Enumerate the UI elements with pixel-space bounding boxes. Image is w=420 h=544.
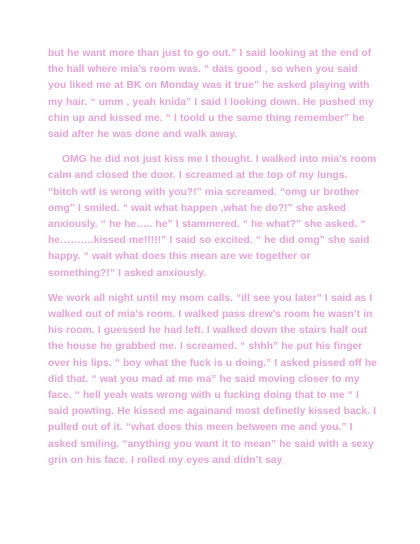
paragraph-2: OMG he did not just kiss me I thought. I walked into mia’s room calm and closed the door. I screamed at the top of my lungs. “bitch wtf is wrong with you?!” mia screamed. “omg ur brother omg” I smiled. “ wait what happen ,what he do?!” she asked anxiously. “ he he….. he” I stammered. “ he what?” she asked. “ he……….kissed me!!!!!” I said so excited. “ he did omg” she said happy. “ wait what does this mean are we together or something?!” I asked anxiously.: [48, 154, 380, 279]
paragraph-3: We work all night until my mom calls. “ill see you later” I said as I walked out of mia’s room. I walked pass drew’s room he wasn’t in his room. I guessed he had left. I walked down the stairs half out the house he grabbed me. I screamed. “ shhh” he put his finger over his lips. “ boy what the fuck is u doing.” I asked pissed off he did that. “ wat you mad at me ma” he said moving closer to my face. “ hell yeah wats wrong with u fucking doing that to me “ I said powting. He kissed me againand most definetly kissed back. I pulled out of it. “what does this meen between me and you.” I asked smiling. “anything you want it to mean” he said with a sexy grin on his face. I rolled my eyes and didn’t say: [48, 292, 381, 466]
story-text: [48, 46, 381, 478]
paragraph-1: but he want more than just to go out.” I said looking at the end of the hall where mia’s room was. “ dats good , so when you said you liked me at BK on Monday was it true” he asked playing with my hair. “ umm , yeah knida” I said I looking down. He pushed my chin up and kissed me. “ I toold u the same thing remember” he said after he was done and walk away.: [48, 48, 377, 141]
